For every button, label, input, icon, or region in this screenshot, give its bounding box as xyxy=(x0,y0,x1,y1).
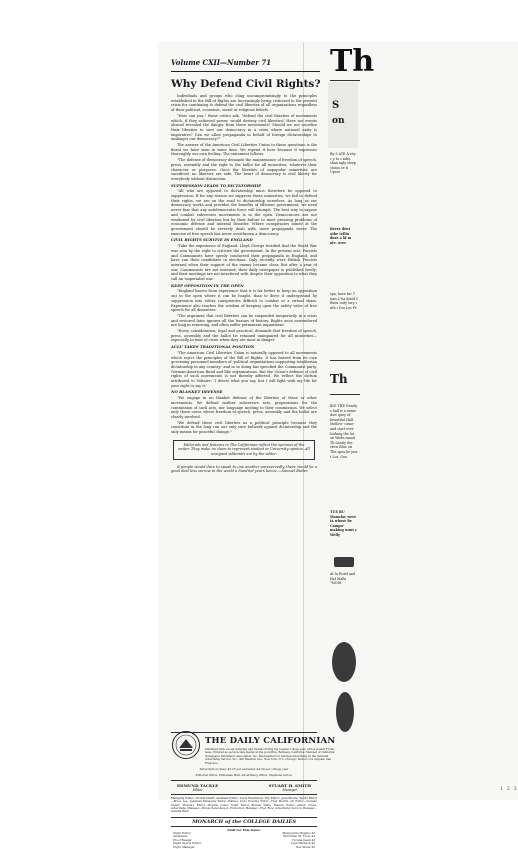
issue-staff-name: Rex Stoke 43 xyxy=(296,844,315,849)
editor-role: Editor xyxy=(192,788,203,793)
issue-staff-name: Marguerite Higgins 43 xyxy=(282,830,315,835)
adjoining-rule xyxy=(330,80,360,81)
editorial-paragraph: "The defense of democracy demands the maintenance of freedom of speech, press, assembly and the right to the ballot for all minorities, whatever their character or purposes. Once the liberties of unpopular minorities are sacrificed, no liberties are safe. The heart of democracy is civil liberty for everybody without distinction. xyxy=(171,158,317,181)
issue-staff-role: Night Sports Editor xyxy=(173,841,201,846)
manager-block xyxy=(269,783,311,792)
issue-staff-name: McCrimm M, Trout 43 xyxy=(283,834,315,839)
editorial-body xyxy=(171,94,317,475)
editor-name: EDMUND TACKLE xyxy=(177,783,219,789)
adjoining-headline: S xyxy=(332,100,340,111)
issue-staff-role: Proof Reader xyxy=(173,837,192,842)
editorial-paragraph: "Take the experience of England. Lloyd George testified that the World War was won by the right to criticize the government. In the present war, Fascists and Communists have openly conducted their propaganda in England, and have run their candidates in elections. Only recently were British Fascists interned when their support of the enemy became clear. But after a year of war, Communists are not interned; their daily newspaper is published freely; and their meetings are not interfered with despite their opposition to what they call an 'imperialist war.' xyxy=(171,244,317,282)
editorial-paragraph: "The American Civil Liberties Union is naturally opposed to all movements which reject the principles of the Bill of Rights. It has barred from its own governing personnel members of 'political organizations supporting totalitarian dictatorship in any country,' and in so doing has specified the Communist party, German-American Bund and like organizations. But the Union's defense of civil rights of such movements is not thereby affected. We reflect the dictum attributed to Voltaire: 'I detest what you say, but I will fight with my life for your right to say it.' xyxy=(171,350,317,388)
subscription-rates: Subscription rates: $2.25 per semester, $4.50 per college year xyxy=(199,767,289,772)
editorial-paragraph: "The argument that civil liberties can be suspended temporarily in a crisis and restored later ignores all the lessons of history. Rights once surrendered are long in returning, and often suffer permanent impairment. xyxy=(171,313,317,328)
issue-staff-role: Assistants xyxy=(173,834,188,839)
editorial-paragraph: "England knows from experience that it is far better to keep an opposition out in the open where it can be fought, than to drive it underground by suppression into either conspiracies difficult to combat or a virtual sham. Experience also teaches the wisdom of keeping open the safety valve of free speech for all dissenters. xyxy=(171,289,317,313)
editorial-paragraph: The answer of the American Civil Liberties Union to these questions is the finest we have seen in some time. We reprint it here because it expresses thoroughly our own feeling. The statement follows: xyxy=(171,143,317,157)
editorial-column xyxy=(158,42,336,849)
section-subhead: NO BLANKET DEFENSE xyxy=(171,389,223,395)
masthead-block xyxy=(171,732,336,849)
section-subhead: CIVIL RIGHTS SURVIVE IN ENGLAND xyxy=(171,237,253,243)
motto: MONARCH of the COLLEGE DAILIES xyxy=(171,817,317,827)
page-number: 1 2 3 xyxy=(500,786,518,792)
editor-block xyxy=(177,783,218,792)
adjoining-rule xyxy=(330,360,360,361)
adjoining-text: spa, have fac T ions L-ha ilized f fluen rsity tory i uth i You Les Fe xyxy=(330,292,358,310)
adjoining-rule xyxy=(330,394,360,395)
editorial-headline: Why Defend Civil Rights? xyxy=(171,78,321,90)
adjoining-text: TUE BU Manufac were ta whose fie Campu- making want c Welly xyxy=(330,510,358,537)
adjoining-masthead: Th xyxy=(330,44,375,79)
adjoining-illustration xyxy=(336,692,354,732)
masthead-row xyxy=(171,736,336,765)
editorial-paragraph: Individuals and groups who cling uncompromisingly to the principles established in the Bill of Rights are increasingly being criticized in the present crisis for continuing to defend the civil liberties of all organizations regardless of their political, economic, social or religious beliefs. xyxy=(171,94,317,113)
issue-staff-name: Yvonne Dean 43 xyxy=(291,837,315,842)
adjoining-headline: on xyxy=(332,116,345,126)
adjoining-text: BIG THE Nearly s hall is a some-dow quey of beautiful Hall. Mellow- come-and start ever looking the lat on Wedn mand Th Sanity the crow Blue on The spea be just t Los. Gea xyxy=(330,404,358,459)
adjoining-text: By S ATE A rity c y to c ndin shan ngly sleep cision ce ti Upset xyxy=(330,152,356,175)
closing-quote: It people would dare to speak to one another unreservedly, there would be a good deal less sorrow in the world a hundred years hence.—Samuel Butler. xyxy=(171,464,317,474)
section-subhead: SUPPRESSION LEADS TO DICTATORSHIP xyxy=(171,182,262,188)
section-subhead: ACLU TAKES TRADITIONAL POSITION xyxy=(171,344,255,350)
manager-role: Manager xyxy=(282,788,298,793)
adjoining-shaded-box xyxy=(328,82,358,148)
issue-staff-name: Jean Harbeck 43 xyxy=(291,841,315,846)
issue-staff-grid xyxy=(171,832,317,849)
university-seal-icon xyxy=(171,730,201,760)
adjoining-headline: Th xyxy=(330,372,348,386)
staff-list: Managing Editor—Norval Stuart; Assistant Editor—Lucie Henderson; City Editor—Joan Brodie; Sports Editor—Bruce Lee. Assistant Managing Editor—Wallace Aron; Evening Editor—Fred Merrill; Art Editor—Norman Stuart; Women's Editor—Virginia Jones; Night Editor—Russell Wells; Feature Editor—Arthur Crane. Advertising Manager—Wrede Petersmeyer; Production Manager—Fred Rice; Advertising Service Manager—Isabella Back. xyxy=(171,797,317,814)
manager-name: STUART H. SMITH xyxy=(268,783,311,789)
editorial-paragraph: "All who are opposed to dictatorship must therefore be opposed to suppression. If for any reason we suppress these minorities, we fail to defend their rights, we are on the road to dictatorship ourselves. As long as our democracy works and provides the benefits of efficient government, we need never fear that any antidemocratic force will triumph. The best way to expose and combat subversive movements is in the open. Democracies are not weakened by civil liberties but by their failure to meet pressing problems of economic defense and internal disorder. Where conspiracies aimed at the government should be severely dealt with, mere propaganda never. The exercise of free speech has never overthrown a democracy. xyxy=(171,189,317,236)
volume-rule xyxy=(171,71,320,72)
issue-staff-heading: Staff for This Issue: xyxy=(227,827,261,832)
masthead-info: Published daily except Saturday and Sunday during the regular college year, with a weekly Friday issue. Entered as second-class matter at the postoffice, Berkeley, California. Member of California Newspaper Publishers' Association, Inc. Represented for national advertising by the National Advertising Service, Inc., 420 Madison Ave., New York, N.Y.; Chicago; Boston; Los Angeles; San Francisco. xyxy=(205,748,335,765)
adjoining-page xyxy=(328,42,518,800)
adjoining-illustration xyxy=(334,557,354,567)
editorial-policy-notice: Editorials and features in The Californian reflect the opinions of the writer. They make no claim to represent student or University opinion. All unsigned editorials are by the editor. xyxy=(173,440,315,460)
issue-staff-role: Night Editor xyxy=(173,830,191,835)
editorial-paragraph: "We defend these civil liberties as a political principle because they constitute in the long run our only sure bulwark against dictatorship and the only means for peaceful change." xyxy=(171,420,317,435)
newspaper-page xyxy=(158,42,518,849)
section-subhead: KEEP OPPOSITION IN THE OPEN xyxy=(171,282,244,288)
top-staff xyxy=(171,780,317,795)
adjoining-text: Bever dent othe tellin dose a ld m ate. over xyxy=(330,227,352,245)
adjoining-illustration xyxy=(332,642,356,682)
editorial-paragraph: "Every consideration, legal and practical, demands that freedom of speech, press, assembly and the ballot be retained unimpaired for all minorities—especially in time of crisis when they are most in danger. xyxy=(171,329,317,343)
editorial-paragraph: "We engage in no blanket defense of the liberties of these or other movements. We defend neither subversive acts, preparations for the commission of such acts, nor language inciting to their commission. We select only those cases where freedom of speech, press, assembly and the ballot are clearly involved. xyxy=(171,396,317,419)
editorial-paragraph: "How can you," these critics ask, "defend the civil liberties of movements which, if they achieved power, would destroy civil liberties? Have not events abroad revealed the danger from these movements? Should we not sacrifice their liberties to save our democracy in a crisis where national unity is imperative? Can we allow propaganda in behalf of foreign dictatorships to endanger our democracy?" xyxy=(171,113,317,142)
adjoining-text: At la Hotel and Hal Malla "MOIS xyxy=(330,572,356,586)
volume-line: Volume CXII—Number 71 xyxy=(171,58,272,67)
masthead-title: THE DAILY CALIFORNIAN xyxy=(205,736,336,746)
issue-staff-role: Night Manager xyxy=(173,844,195,849)
office-info: Editorial Office: Eshleman Hall. Advertising Office: Stephens Union. xyxy=(195,773,293,778)
